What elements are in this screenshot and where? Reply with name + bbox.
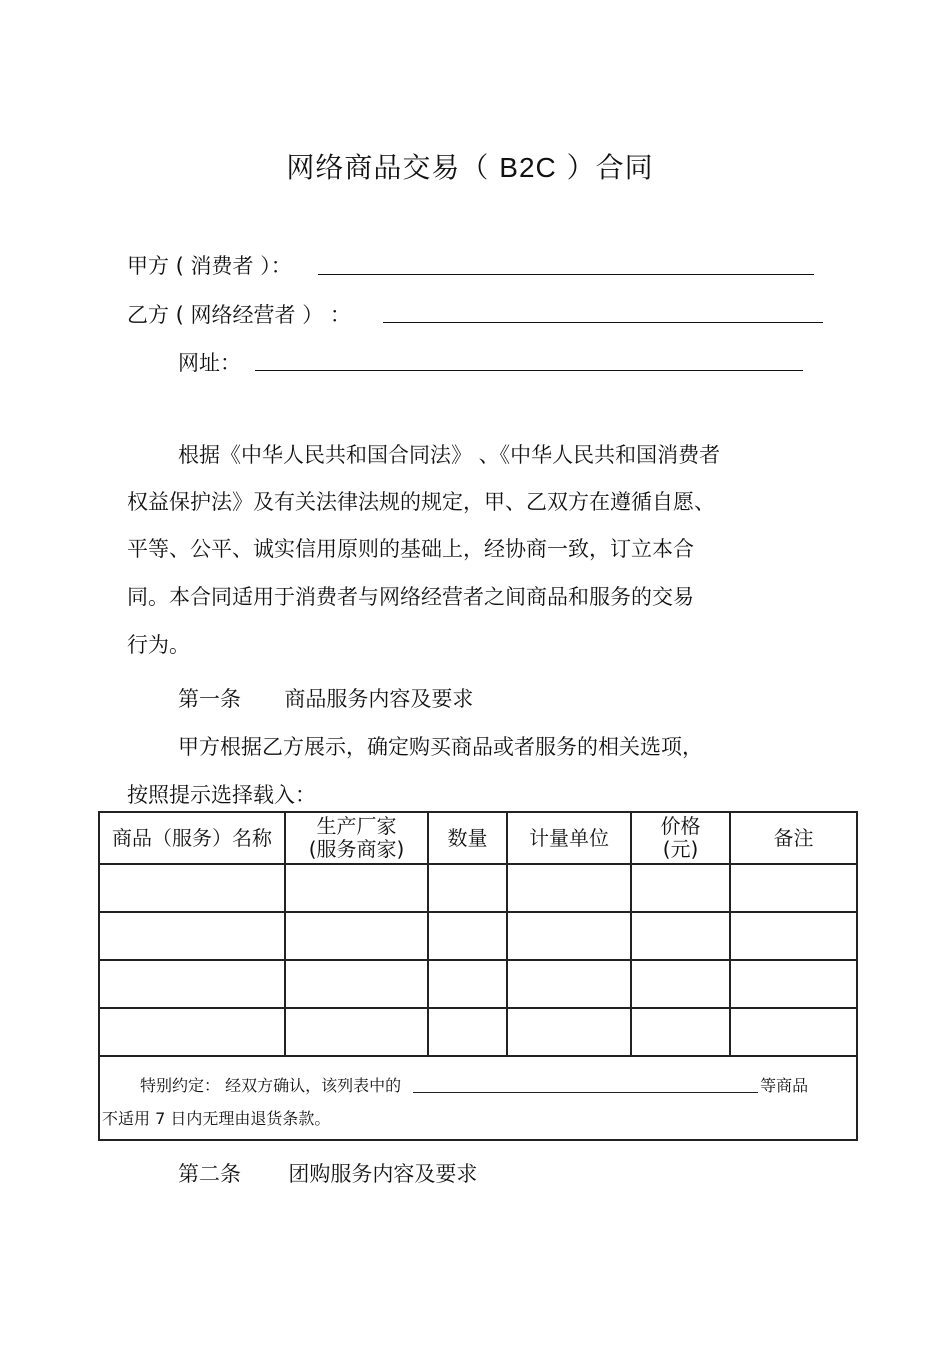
table-cell[interactable] bbox=[730, 864, 857, 912]
table-cell[interactable] bbox=[631, 960, 730, 1008]
table-cell[interactable] bbox=[631, 1008, 730, 1056]
header-cell-manufacturer bbox=[285, 812, 428, 864]
table-row bbox=[99, 960, 857, 1008]
preamble-line-5: 行为。 bbox=[127, 633, 190, 657]
table-cell[interactable] bbox=[730, 912, 857, 960]
header-cell-unit bbox=[507, 812, 631, 864]
preamble-line-4: 同。本合同适用于消费者与网络经营者之间商品和服务的交易 bbox=[127, 585, 694, 609]
article1-title: 商品服务内容及要求 bbox=[284, 687, 474, 711]
preamble-line-1: 根据《中华人民共和国合同法》 、《中华人民共和国消费者 bbox=[178, 443, 721, 467]
header-cell-remarks bbox=[730, 812, 857, 864]
header-cell-name bbox=[99, 812, 285, 864]
special-note-line-1 bbox=[140, 1073, 808, 1096]
article2-title: 团购服务内容及要求 bbox=[288, 1162, 478, 1186]
table-cell[interactable] bbox=[631, 864, 730, 912]
header-manufacturer-line2: (服务商家) bbox=[308, 837, 405, 861]
website-field[interactable] bbox=[255, 370, 803, 371]
table-row bbox=[99, 912, 857, 960]
table-cell[interactable] bbox=[285, 960, 428, 1008]
table-cell[interactable] bbox=[285, 1008, 428, 1056]
special-note-prefix: 特别约定： 经双方确认，该列表中的 bbox=[140, 1076, 402, 1095]
table-cell[interactable] bbox=[507, 960, 631, 1008]
article2-number: 第二条 bbox=[178, 1162, 241, 1186]
special-note-row bbox=[99, 1056, 857, 1140]
table-cell[interactable] bbox=[99, 1008, 285, 1056]
table-cell[interactable] bbox=[99, 912, 285, 960]
header-cell-price bbox=[631, 812, 730, 864]
header-manufacturer-line1: 生产厂家 bbox=[316, 814, 397, 838]
table-cell[interactable] bbox=[428, 864, 507, 912]
table-cell[interactable] bbox=[428, 912, 507, 960]
table-cell[interactable] bbox=[631, 912, 730, 960]
table-cell[interactable] bbox=[507, 1008, 631, 1056]
special-note-blank-field[interactable] bbox=[413, 1076, 758, 1093]
table-row bbox=[99, 1008, 857, 1056]
table-cell[interactable] bbox=[285, 912, 428, 960]
article1-heading bbox=[178, 683, 473, 713]
table-cell[interactable] bbox=[428, 960, 507, 1008]
article2-heading bbox=[178, 1158, 477, 1188]
special-note-suffix: 等商品 bbox=[760, 1076, 809, 1095]
website-label: 网址： bbox=[178, 351, 241, 375]
party-a-field[interactable] bbox=[318, 274, 814, 275]
table-cell[interactable] bbox=[730, 1008, 857, 1056]
party-b-field[interactable] bbox=[383, 322, 823, 323]
table-cell[interactable] bbox=[428, 1008, 507, 1056]
table-cell[interactable] bbox=[99, 960, 285, 1008]
header-name-text: 商品（服务）名称 bbox=[112, 825, 272, 850]
preamble-line-3: 平等、公平、诚实信用原则的基础上，经协商一致，订立本合 bbox=[127, 537, 694, 561]
preamble-line-2: 权益保护法》及有关法律法规的规定，甲、乙双方在遵循自愿、 bbox=[127, 490, 715, 514]
article1-body-line-2: 按照提示选择载入： bbox=[127, 783, 316, 807]
title-suffix: ）合同 bbox=[566, 151, 654, 184]
title-latin: B2C bbox=[499, 152, 557, 183]
party-a-label: 甲方 ( 消费者 ）： bbox=[127, 254, 292, 278]
table-row bbox=[99, 864, 857, 912]
table-cell[interactable] bbox=[730, 960, 857, 1008]
header-quantity-text: 数量 bbox=[447, 825, 488, 850]
table-header-row bbox=[99, 812, 857, 864]
table-cell[interactable] bbox=[285, 864, 428, 912]
contract-title bbox=[0, 146, 940, 186]
header-price-line1: 价格 bbox=[660, 814, 701, 838]
table-cell[interactable] bbox=[99, 864, 285, 912]
table-cell[interactable] bbox=[507, 864, 631, 912]
header-price-line2: (元) bbox=[662, 837, 699, 861]
title-prefix: 网络商品交易（ bbox=[286, 151, 490, 184]
special-note-cell bbox=[99, 1056, 857, 1140]
article1-number: 第一条 bbox=[178, 687, 241, 711]
table-cell[interactable] bbox=[507, 912, 631, 960]
party-b-label: 乙方 ( 网络经营者 ） ： bbox=[127, 303, 351, 327]
special-note-line-2: 不适用 7 日内无理由退货条款。 bbox=[102, 1109, 331, 1128]
header-remarks-text: 备注 bbox=[773, 825, 814, 850]
header-unit-text: 计量单位 bbox=[529, 825, 609, 850]
goods-table bbox=[98, 811, 858, 1141]
article1-body-line-1: 甲方根据乙方展示，确定购买商品或者服务的相关选项， bbox=[178, 735, 703, 759]
header-cell-quantity bbox=[428, 812, 507, 864]
